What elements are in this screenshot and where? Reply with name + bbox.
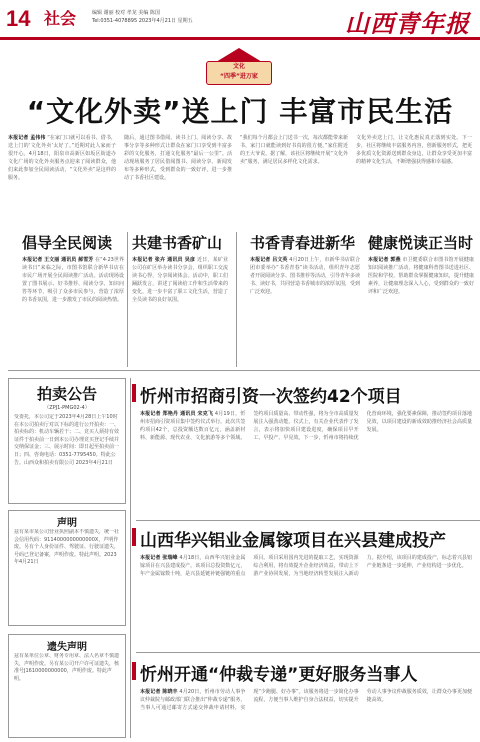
main-article-col-1-text: “在家门口就可以看书、借书，送上门的‘文化外卖’太好了。”近期对此人家而子很开心。4月18日，阳泉市高新区如坂区街道办文化广场的文化外卖服务点迎来了阅读群众，他们来此参加全民阅读活动，“文化外卖”是这样的服务。 <box>8 135 116 181</box>
section-name: 社会 <box>44 9 77 28</box>
section-divider <box>136 652 480 653</box>
story-1-title: 忻州市招商引资一次签约42个项目 <box>140 387 402 407</box>
badge-body <box>206 61 272 85</box>
statement-notice <box>8 510 126 626</box>
badge-line-2: “四季”进万家 <box>220 73 258 80</box>
column-divider <box>127 232 128 367</box>
sub-article-title-1: 倡导全民阅读 <box>22 234 113 252</box>
lost-notice <box>8 634 126 738</box>
page-number: 14 <box>6 6 31 31</box>
section-divider <box>8 370 480 371</box>
column-badge <box>202 48 276 88</box>
sub-article-byline-2: 本报记者 张卉 通讯员 吴彦 <box>132 257 196 263</box>
main-article-col-1 <box>8 134 116 226</box>
badge-line-1: 文化 <box>232 63 245 70</box>
story-2-body <box>140 554 472 648</box>
sub-article-byline-4: 本报记者 郭燕 <box>368 257 401 263</box>
page-header <box>0 0 480 40</box>
main-article-col-3 <box>240 134 348 226</box>
sub-article-byline-3: 本报记者 吕文英 <box>250 257 288 263</box>
auction-date: 2023年4月21日 <box>75 459 113 466</box>
auction-title: 拍卖公告 <box>36 385 97 403</box>
story-1-body <box>140 410 472 516</box>
auction-body <box>14 414 120 506</box>
story-title-marker <box>132 528 136 546</box>
lost-notice-title: 遗失声明 <box>47 642 87 653</box>
sub-article-body-3: 4月20日上午，市新华书店联合团市委举办“书香青春”读书活动，组织青年志愿者开展阅读分享、图书推荐等活动，引导青年多读书、读好书，共同营造书香城市的浓厚氛围，受到广泛欢迎。 <box>250 257 360 295</box>
sub-article-2 <box>132 256 228 364</box>
story-3-byline: 本报记者 陈晓丰 <box>140 689 178 695</box>
header-editors: 编辑 谢丽 校对 孝龙 美编 陈国 <box>92 10 160 16</box>
main-headline: “文化外卖”送上门 丰富市民生活 <box>26 95 454 128</box>
column-divider <box>130 378 131 738</box>
story-2-byline: 本报记者 张瑞峰 <box>140 555 178 561</box>
story-3-body <box>140 688 472 738</box>
sub-article-3 <box>250 256 360 364</box>
main-article-col-2 <box>124 134 232 226</box>
sub-article-title-4: 健康悦读正当时 <box>368 234 474 252</box>
main-article-byline: 本报记者 孟伟伟 <box>8 135 46 141</box>
sub-article-byline-1: 本报记者 王文丽 通讯员 郝雪芳 <box>22 257 94 263</box>
auction-number: （ZPJ1-PMG02-4） <box>44 405 90 411</box>
story-3-text: 4月20日，忻州市劳动人事争议仲裁院与邮政部门联合推出“仲裁专递”服务，当事人可通过邮寄方式递交仲裁申请材料，实现“少跑腿、好办事”。该服务将进一步简化办事流程，方便当事人维护自身合法权益，切实提升劳动人事争议仲裁服务质效，让群众办事更加便捷高效。 <box>140 689 472 711</box>
story-title-marker <box>132 662 136 680</box>
story-title-marker <box>132 384 136 402</box>
header-tel-date: Tel:0351-4078895 2023年4月21日 星期五 <box>92 18 193 24</box>
story-1-text: 4月19日，忻州市招商引资项目集中签约仪式举行。此次共签约项目42个，总投资额达数百亿元，涵盖新材料、新能源、现代农业、文化旅游等多个领域。签约项目质量高、带动性强，将为全市高质量发展注入强劲动能。仪式上，有关企业代表作了发言，表示将加快项目建设进度，确保项目早开工、早投产、早见效。下一步，忻州市将持续优化营商环境，强化要素保障，推动签约项目落地见效，以项目建设的新成效助推经济社会高质量发展。 <box>140 411 472 441</box>
main-article-col-2-text: 随后，通过图书借阅、读书上门、阅读分享、故事分享等多种形式让群众在家门口享受到丰富多彩的文化服务，打通文化服务“最后一公里”。活动现场服务了居民借阅图书、阅读分享、新闻发布等多种形式，受到群众的一致好评，进一步推动了书香社区建设。 <box>124 135 232 181</box>
main-article-col-4 <box>356 134 472 226</box>
sub-article-body-4: 市卫健委联合市图书馆开展健康知识阅读推广活动，将健康科普图书送进社区、医院和学校，帮助群众掌握健康知识，提升健康素养，让健康理念深入人心，受到群众的一致好评和广泛欢迎。 <box>368 257 474 295</box>
sub-article-1 <box>22 256 124 364</box>
lost-notice-body: 兹有某单位公章、财务专用章、法人名章不慎遗失，声明作废。另有某公司开户许可证遗失，核准号J1610000000000，声明作废。特此声明。 <box>14 653 120 682</box>
badge-roof-icon <box>216 48 262 62</box>
sub-article-title-2: 共建书香矿山 <box>132 234 223 252</box>
story-2-text: 4月18日，山西华兴铝业金属镓项目在兴县建成投产。该项目总投资数亿元，年产金属镓数十吨，是兴县延链补链强链的重点项目。项目采用国内先进的提取工艺，实现资源综合利用，将有效提升企业经济效益，带动上下游产业协同发展，为当地经济转型发展注入新动力。据介绍，该项目的建成投产，标志着兴县铝产业链条进一步延伸，产业结构进一步优化。 <box>140 555 472 577</box>
sub-article-body-2: 近日，某矿业公司在矿区举办读书分享会，组织职工交流读书心得，分享阅读体会。活动中，职工们踊跃发言，讲述了阅读给工作和生活带来的变化，进一步丰富了职工文化生活，营造了全员读书的良好氛围。 <box>132 257 228 303</box>
story-3-title: 忻州开通“仲裁专递”更好服务当事人 <box>140 665 418 685</box>
statement-body: 兹有某市某公司营业执照副本不慎遗失，统一社会信用代码：9114000000000000X，声明作废。另有个人身份证件、驾驶证、行驶证遗失，号码已登记备案，声明作废。特此声明。2023年4月21日 <box>14 529 120 566</box>
auction-body-text: 受委托，本公司定于2023年4月28日上午10时在本公司拍卖厅对以下标的进行公开拍卖：一、拍卖标的：机动车辆若干；二、竞买人须持有效证件于拍卖前一日到本公司办理竞买登记手续并交纳保证金；三、展示时间：即日起至拍卖前一日；四、咨询电话：0351-7795450。特此公告。山西众和拍卖有限公司 <box>14 414 120 466</box>
sub-article-title-3: 书香青春进新华 <box>250 234 356 252</box>
auction-notice <box>8 378 126 504</box>
section-divider <box>136 520 480 521</box>
story-1-byline: 本报记者 郑艳丹 通讯员 宋克飞 <box>140 411 214 417</box>
masthead-logo: 山西青年报 <box>345 9 470 38</box>
column-divider <box>236 232 237 367</box>
statement-title: 声明 <box>57 518 77 529</box>
sub-article-4 <box>368 256 474 364</box>
main-article-col-4-text: 文化外卖送上门，让文化惠民真正落到实处。下一步，社区将继续丰富服务内容，创新服务形式，把更多优质文化资源送到群众身边，让群众享受更加丰富的精神文化生活，不断增强获得感和幸福感。 <box>356 135 472 165</box>
sub-article-body-1: 在“4·23世界读书日”来临之际，市图书馆联合新华书店在市民广场开展全民阅读推广活动。活动现场设置了图书展示、好书推荐、阅读分享、知识问答等环节，吸引了众多市民参与，营造了浓厚的书香氛围，进一步激发了市民的阅读热情。 <box>22 257 124 303</box>
main-article-col-3-text: “我们每个月都会上门送书一次，每次都能带来新书，家门口就能读到好书真的很方便。”家住附近的王大爷说。据了解，该社区将继续开展“文化外卖”服务，满足居民多样化文化需求。 <box>240 135 348 165</box>
story-2-title: 山西华兴铝业金属镓项目在兴县建成投产 <box>140 531 446 551</box>
